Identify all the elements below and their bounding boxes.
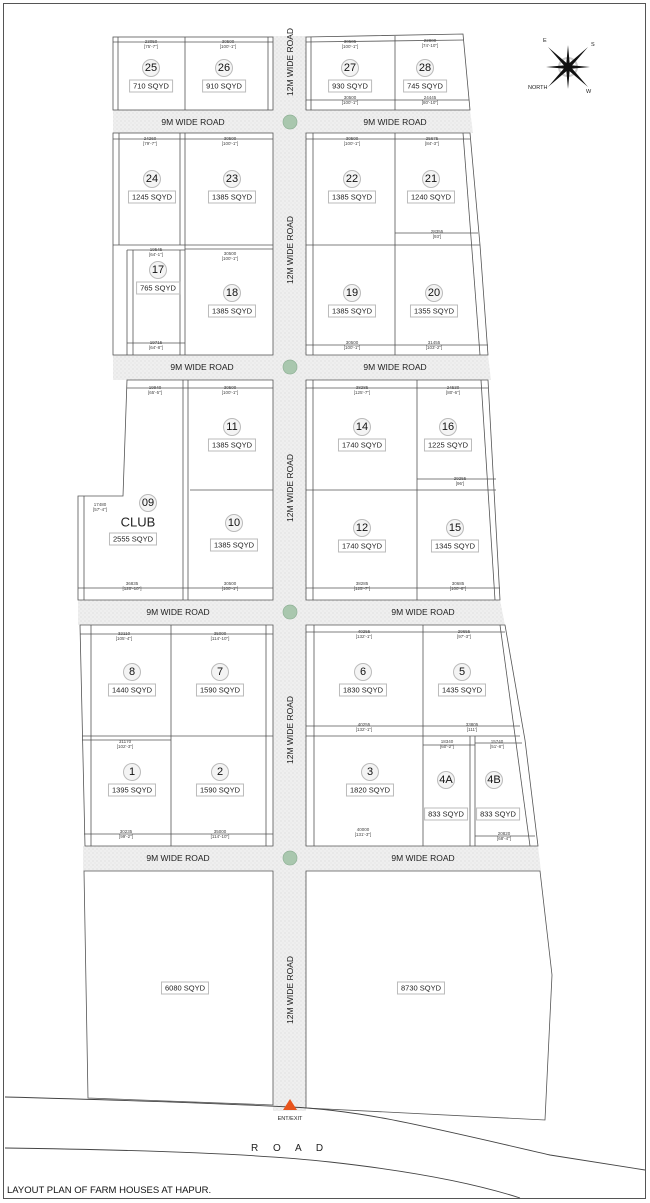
dimension-label: 30500 [100'-1"] [221, 136, 239, 146]
compass-west: W [586, 89, 592, 95]
dimension-label: 20820 [68'-4"] [497, 831, 511, 841]
road-label-9m: 9M WIDE ROAD [391, 853, 455, 863]
main-road-label: R O A D [250, 1143, 330, 1154]
drawing-title: LAYOUT PLAN OF FARM HOUSES AT HAPUR. [7, 1185, 212, 1196]
dimension-label: 22800 [74'-10"] [421, 38, 439, 48]
dimension-label: 38285 [125'-7"] [353, 385, 371, 395]
compass-rose-icon [546, 45, 590, 89]
dimension-label: 33805 [111'] [465, 722, 479, 732]
dimension-label: 36835 [120'-10"] [122, 581, 142, 591]
dimension-label: 29255 [96'] [453, 476, 467, 486]
dimension-label: 15740 [51'-8"] [490, 739, 504, 749]
road-label-12m: 12M WIDE ROAD [285, 695, 295, 765]
road-label-9m: 9M WIDE ROAD [161, 117, 225, 127]
club-label: CLUB [120, 514, 156, 530]
dimension-label: 30500 [100'-1"] [221, 581, 239, 591]
road-label-12m: 12M WIDE ROAD [285, 955, 295, 1025]
dimension-label: 30500 [100'-1"] [343, 340, 361, 350]
compass-east: E [543, 38, 547, 44]
road-label-9m: 9M WIDE ROAD [363, 117, 427, 127]
dimension-label: 23050 [75'-7"] [144, 39, 158, 49]
road-label-9m: 9M WIDE ROAD [391, 607, 455, 617]
dimension-label: 35000 [114'-10"] [210, 631, 230, 641]
compass-south: S [591, 42, 595, 48]
dimension-label: 30235 [99'-2"] [119, 829, 133, 839]
compass-north: NORTH [528, 85, 548, 91]
dimension-label: 17480 [57'-4"] [93, 502, 107, 512]
dimension-label: 30500 [100'-1"] [219, 39, 237, 49]
dimension-label: 25675 [84'-3"] [425, 136, 439, 146]
dimension-label: 32110 [105'-4"] [115, 631, 133, 641]
dimension-label: 30500 [100'-1"] [341, 95, 359, 105]
road-label-12m: 12M WIDE ROAD [285, 215, 295, 285]
dimension-label: 19545 [64'-1"] [149, 247, 163, 257]
dimension-label: 30505 [100'-1"] [341, 39, 359, 49]
dimension-label: 31455 [103'-2"] [425, 340, 443, 350]
dimension-label: 19940 [65'-5"] [148, 385, 162, 395]
dimension-label: 28355 [93'] [430, 229, 444, 239]
dimension-label: 35000 [114'-10"] [210, 829, 230, 839]
road-label-12m: 12M WIDE ROAD [285, 453, 295, 523]
road-label-9m: 9M WIDE ROAD [363, 362, 427, 372]
road-label-9m: 9M WIDE ROAD [170, 362, 234, 372]
dimension-label: 29655 [97'-3"] [457, 629, 471, 639]
dimension-label: 24260 [79'-7"] [143, 136, 157, 146]
road-label-12m: 12M WIDE ROAD [285, 27, 295, 97]
dimension-label: 40000 [131'-3"] [354, 827, 372, 837]
dimension-label: 24530 [80'-6"] [446, 385, 460, 395]
dimension-label: 19715 [64'-8"] [149, 340, 163, 350]
dimension-label: 24445 [80'-10"] [421, 95, 439, 105]
12m-road-surface [273, 36, 306, 1111]
dimension-label: 31170 [102'-3"] [116, 739, 134, 749]
dimension-label: 30500 [100'-1"] [343, 136, 361, 146]
dimension-label: 30500 [100'-1"] [221, 385, 239, 395]
dimension-label: 30500 [100'-1"] [221, 251, 239, 261]
dimension-label: 38285 [125'-7"] [353, 581, 371, 591]
entrance-label: ENT/EXIT [277, 1116, 303, 1122]
road-label-9m: 9M WIDE ROAD [146, 853, 210, 863]
dimension-label: 18340 [60'-2"] [440, 739, 454, 749]
dimension-label: 40255 [132'-1"] [355, 722, 373, 732]
road-label-9m: 9M WIDE ROAD [146, 607, 210, 617]
dimension-label: 40255 [132'-1"] [355, 629, 373, 639]
dimension-label: 30685 [100'-8"] [449, 581, 467, 591]
